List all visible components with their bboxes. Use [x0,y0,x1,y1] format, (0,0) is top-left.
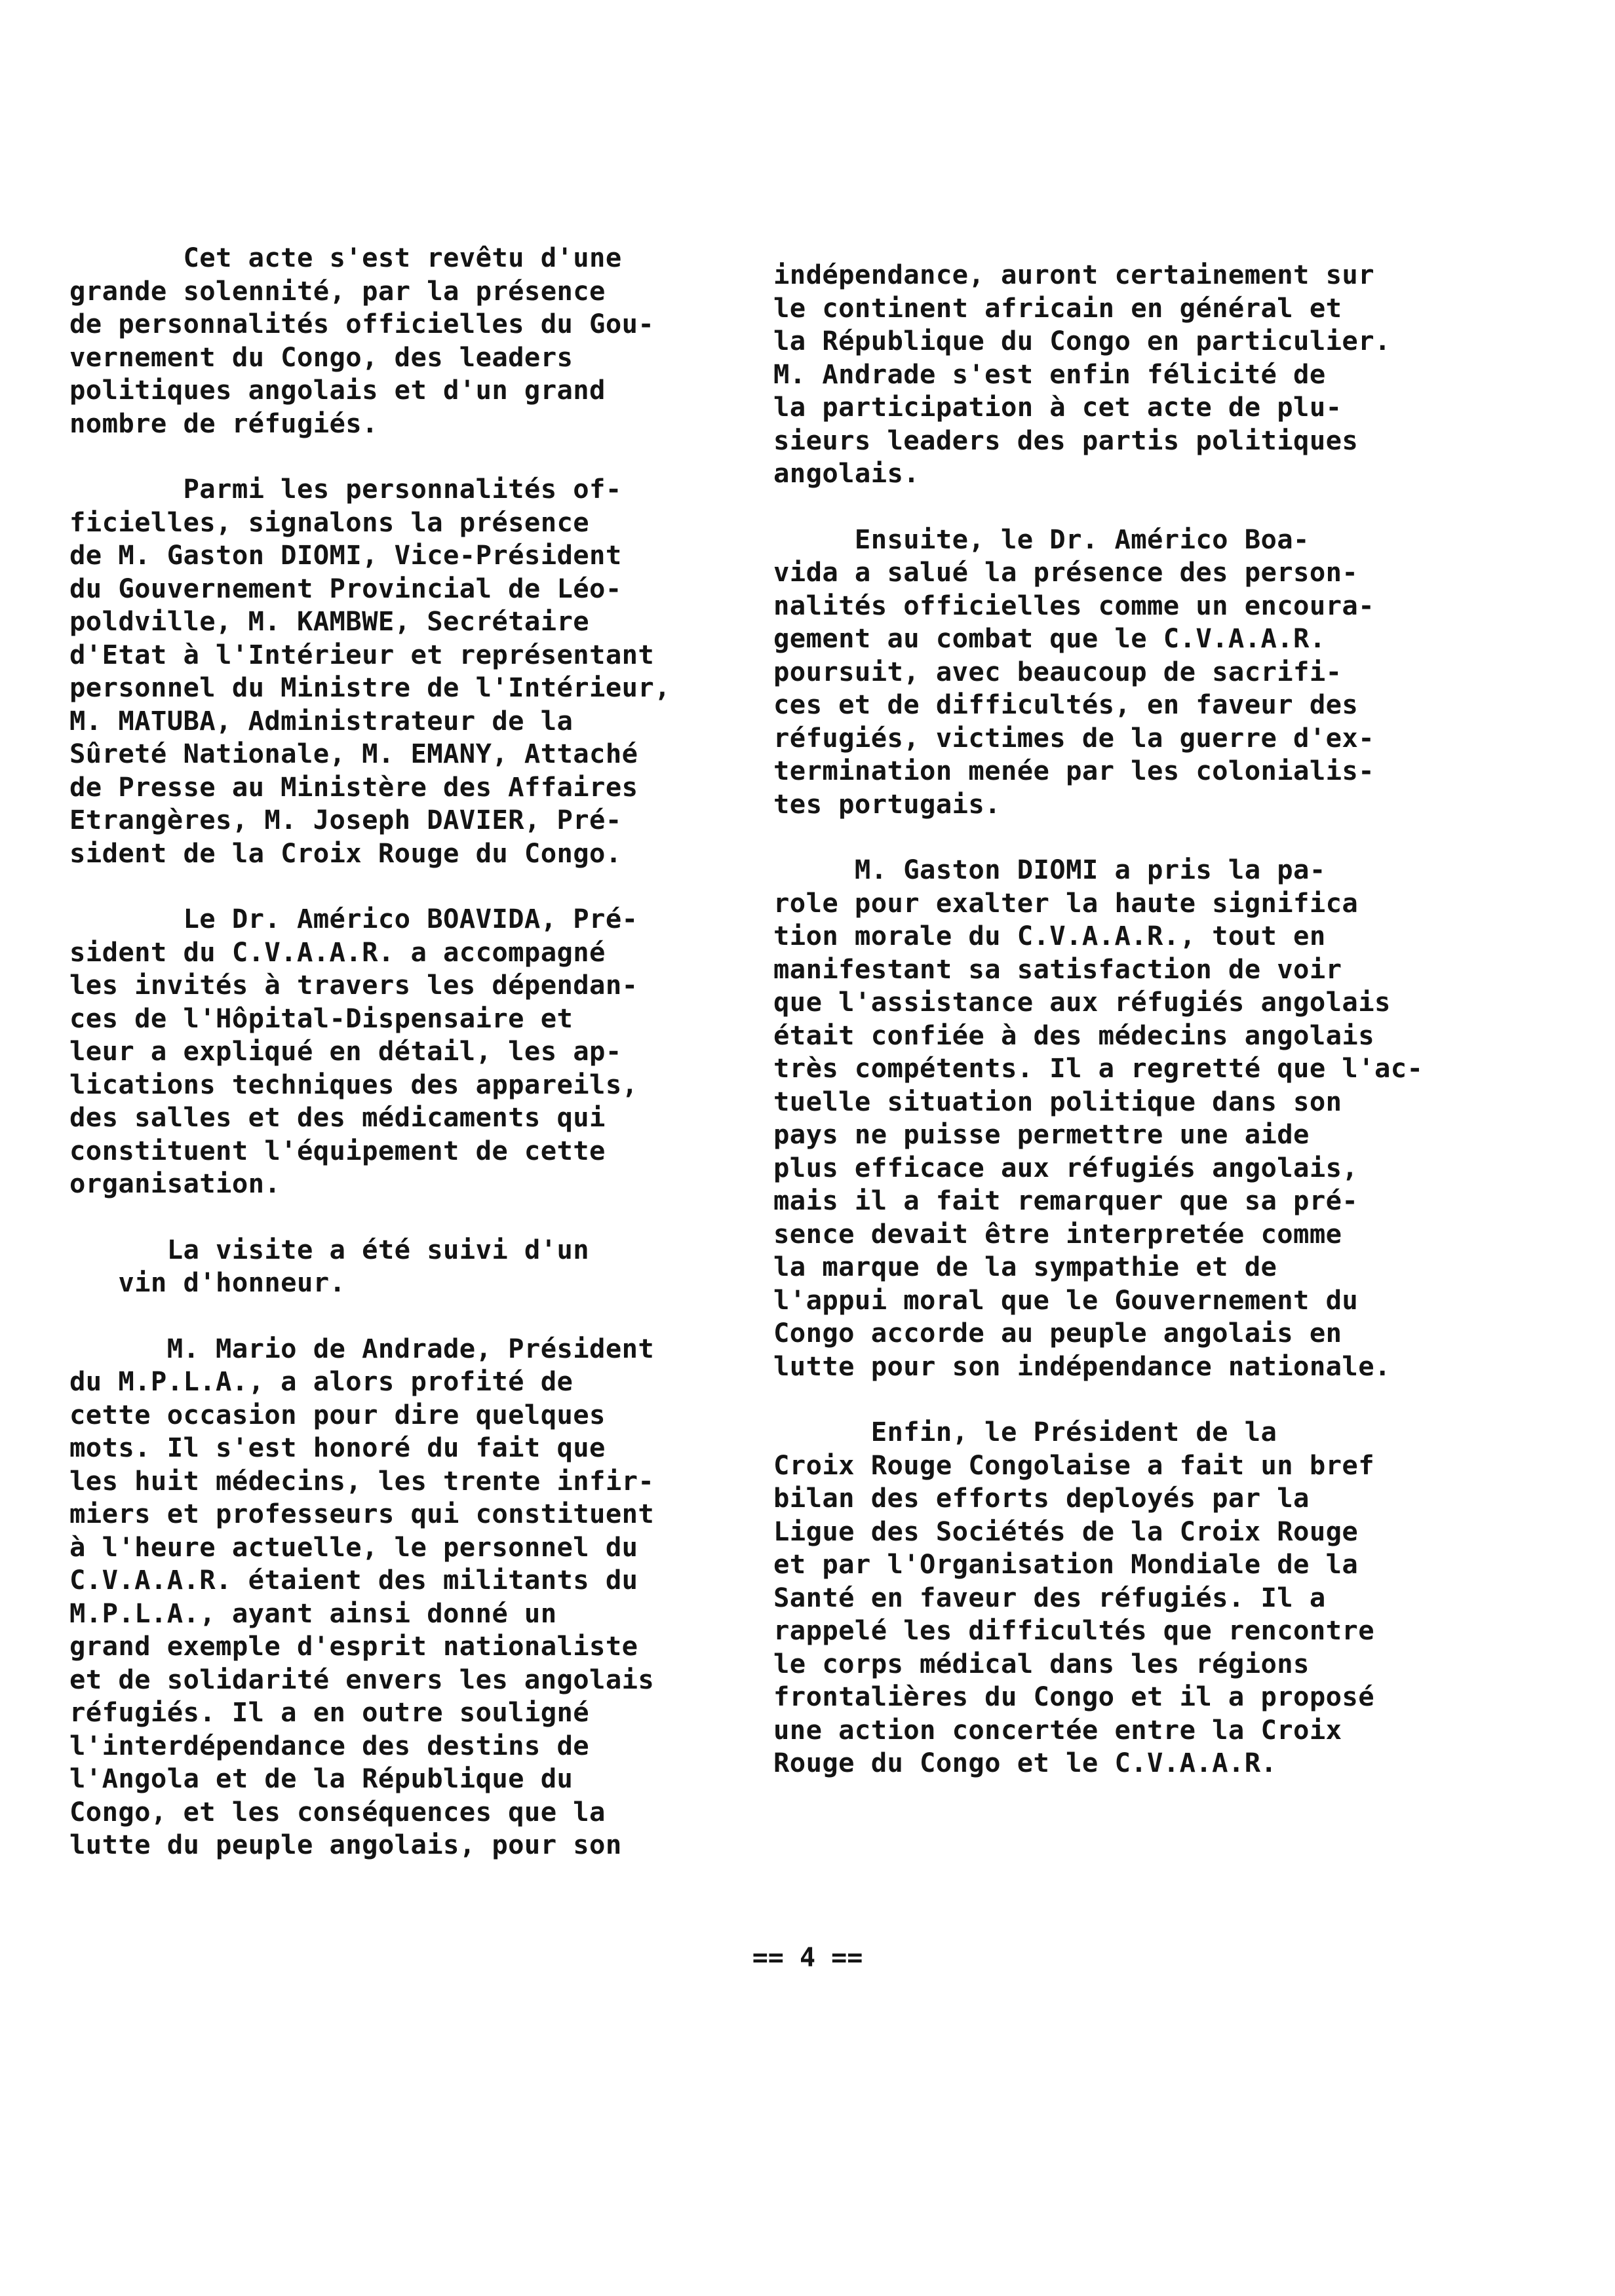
text-line: la République du Congo en particulier. [773,325,1391,356]
text-line: poursuit, avec beaucoup de sacrifi- [773,655,1342,687]
text-line: tuelle situation politique dans son [773,1085,1342,1117]
text-line: du M.P.L.A., a alors profité de [69,1366,574,1397]
text-line: la marque de la sympathie et de [773,1251,1277,1282]
text-line: lutte pour son indépendance nationale. [773,1350,1391,1382]
text-line: Etrangères, M. Joseph DAVIER, Pré- [69,804,622,835]
text-line: termination menée par les colonialis- [773,755,1374,786]
text-line: grande solennité, par la présence [69,275,606,307]
text-line: sieurs leaders des partis politiques [773,424,1359,456]
paragraph [773,853,1455,1383]
text-line: le corps médical dans les régions [773,1647,1310,1679]
text-line: très compétents. Il a regretté que l'ac- [773,1052,1424,1084]
text-line: role pour exalter la haute significa [773,887,1359,919]
text-line: les huit médecins, les trente infir- [69,1464,655,1497]
text-line: miers et professeurs qui constituent [69,1498,655,1529]
text-line: M. Andrade s'est enfin félicité de [773,358,1326,390]
text-line: le continent africain en général et [773,292,1342,324]
text-line: leur a expliqué en détail, les ap- [69,1035,622,1067]
text-line: Santé en faveur des réfugiés. Il a [773,1581,1326,1613]
text-line: frontalières du Congo et il a proposé [773,1681,1374,1712]
right-column [773,258,1455,1812]
text-line: des salles et des médicaments qui [69,1101,606,1133]
text-line: Ensuite, le Dr. Américo Boa- [773,523,1310,555]
text-line: Cet acte s'est revêtu d'une [69,242,622,273]
paragraph [773,1415,1455,1780]
text-line: organisation. [69,1168,281,1199]
text-line: gement au combat que le C.V.A.A.R. [773,622,1326,654]
text-line: sident de la Croix Rouge du Congo. [69,837,622,869]
text-line: ces et de difficultés, en faveur des [773,689,1359,720]
text-line: grand exemple d'esprit nationaliste [69,1630,638,1662]
text-line: vin d'honneur. [69,1267,346,1298]
paragraph [69,241,758,440]
text-line: que l'assistance aux réfugiés angolais [773,986,1391,1018]
text-line: politiques angolais et d'un grand [69,374,606,406]
text-line: La visite a été suivi d'un [69,1233,590,1265]
text-line: manifestant sa satisfaction de voir [773,953,1342,985]
text-line: et par l'Organisation Mondiale de la [773,1548,1359,1580]
text-line: à l'heure actuelle, le personnel du [69,1531,638,1563]
text-line: M.P.L.A., ayant ainsi donné un [69,1597,557,1629]
text-line: Rouge du Congo et le C.V.A.A.R. [773,1747,1277,1778]
text-line: vida a salué la présence des person- [773,556,1359,588]
paragraph [773,523,1455,821]
text-line: nalités officielles comme un encoura- [773,589,1374,621]
paragraph [69,1233,758,1299]
text-line: de M. Gaston DIOMI, Vice-Président [69,539,622,571]
text-line: la participation à cet acte de plu- [773,391,1342,423]
text-line: indépendance, auront certainement sur [773,259,1374,290]
text-line: C.V.A.A.R. étaient des militants du [69,1564,638,1596]
text-line: du Gouvernement Provincial de Léo- [69,572,622,604]
text-line: rappelé les difficultés que rencontre [773,1615,1374,1646]
text-line: M. Gaston DIOMI a pris la pa- [773,854,1326,885]
text-line: Enfin, le Président de la [773,1416,1277,1447]
page-number: == 4 == [752,1943,863,1973]
text-line: Croix Rouge Congolaise a fait un bref [773,1449,1374,1481]
text-line: sident du C.V.A.A.R. a accompagné [69,936,606,968]
text-line: ces de l'Hôpital-Dispensaire et [69,1002,574,1034]
text-line: d'Etat à l'Intérieur et représentant [69,638,655,670]
text-line: réfugiés, victimes de la guerre d'ex- [773,721,1374,754]
text-line: l'Angola et de la République du [69,1763,574,1794]
text-line: une action concertée entre la Croix [773,1713,1342,1746]
text-line: sence devait être interpretée comme [773,1217,1342,1250]
text-line: plus efficace aux réfugiés angolais, [773,1151,1359,1183]
text-line: Ligue des Sociétés de la Croix Rouge [773,1515,1359,1547]
text-line: et de solidarité envers les angolais [69,1663,655,1695]
text-line: pays ne puisse permettre une aide [773,1119,1310,1150]
text-line: l'interdépendance des destins de [69,1729,590,1761]
text-line: de personnalités officielles du Gou- [69,308,655,339]
text-line: bilan des efforts deployés par la [773,1482,1310,1514]
text-line: tion morale du C.V.A.A.R., tout en [773,920,1326,951]
text-line: Le Dr. Américo BOAVIDA, Pré- [69,903,638,934]
text-line: ficielles, signalons la présence [69,506,590,538]
paragraph [69,902,758,1200]
text-line: lications techniques des appareils, [69,1068,638,1100]
text-line: vernement du Congo, des leaders [69,341,574,373]
paragraph [69,472,758,870]
text-line: angolais. [773,457,920,489]
text-line: les invités à travers les dépendan- [69,969,638,1001]
text-line: cette occasion pour dire quelques [69,1398,606,1430]
text-line: de Presse au Ministère des Affaires [69,771,638,803]
text-line: poldville, M. KAMBWE, Secrétaire [69,605,590,637]
text-line: mais il a fait remarquer que sa pré- [773,1185,1359,1216]
text-line: constituent l'équipement de cette [69,1134,606,1166]
text-line: Sûreté Nationale, M. EMANY, Attaché [69,738,638,769]
text-line: l'appui moral que le Gouvernement du [773,1284,1359,1316]
paragraph [69,1332,758,1862]
text-line: M. MATUBA, Administrateur de la [69,704,574,737]
text-line: lutte du peuple angolais, pour son [69,1829,622,1860]
text-line: réfugiés. Il a en outre souligné [69,1696,590,1728]
text-line: M. Mario de Andrade, Président [69,1332,655,1364]
text-line: Congo accorde au peuple angolais en [773,1317,1342,1349]
text-line: tes portugais. [773,788,1001,820]
text-line: mots. Il s'est honoré du fait que [69,1432,606,1463]
text-line: nombre de réfugiés. [69,407,378,439]
paragraph [773,258,1455,490]
text-line: Parmi les personnalités of- [69,473,622,505]
text-line: était confiée à des médecins angolais [773,1019,1374,1051]
text-line: Congo, et les conséquences que la [69,1795,606,1827]
text-line: personnel du Ministre de l'Intérieur, [69,672,671,703]
left-column [69,241,758,1894]
